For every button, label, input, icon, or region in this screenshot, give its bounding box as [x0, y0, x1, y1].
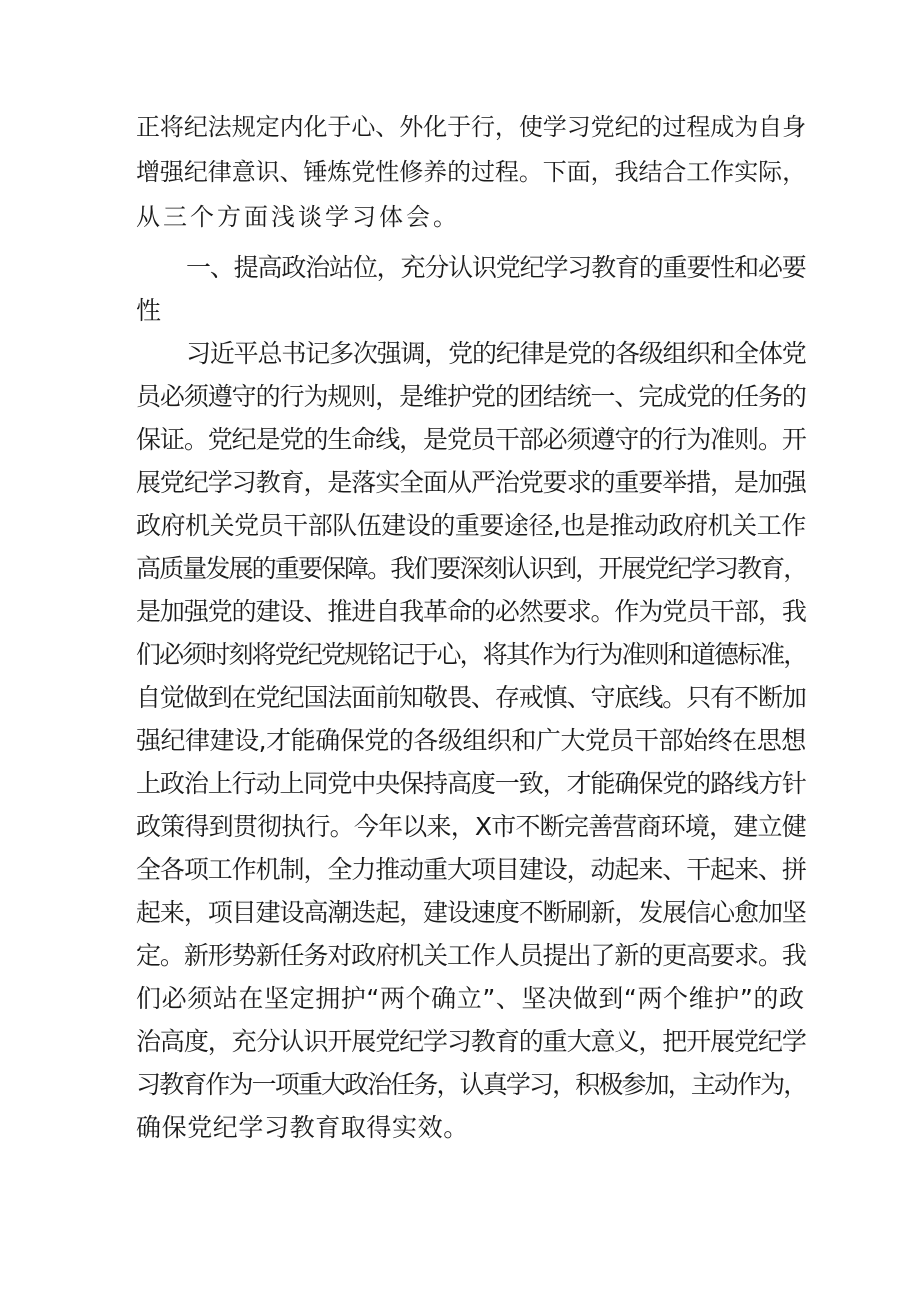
body-line: 政府机关党员干部队伍建设的重要途径,也是推动政府机关工作	[136, 511, 806, 540]
body-line: 政策得到贯彻执行。今年以来，X市不断完善营商环境，建立健	[136, 812, 806, 841]
section-heading: 性	[136, 296, 162, 325]
intro-line: 正将纪法规定内化于心、外化于行，使学习党纪的过程成为自身	[136, 113, 806, 141]
body-line: 强纪律建设,才能确保党的各级组织和广大党员干部始终在思想	[136, 726, 806, 755]
body-line: 全各项工作机制，全力推动重大项目建设，动起来、干起来、拼	[136, 855, 806, 884]
body-line: 们必须站在坚定拥护“两个确立”、坚决做到“两个维护”的政	[136, 984, 805, 1013]
body-line: 高质量发展的重要保障。我们要深刻认识到，开展党纪学习教育，	[136, 554, 807, 583]
body-line: 起来，项目建设高潮迭起，建设速度不断刷新，发展信心愈加坚	[136, 898, 806, 927]
body-line: 保证。党纪是党的生命线，是党员干部必须遵守的行为准则。开	[136, 425, 806, 454]
body-line: 定。新形势新任务对政府机关工作人员提出了新的更高要求。我	[136, 941, 806, 970]
body-line: 上政治上行动上同党中央保持高度一致，才能确保党的路线方针	[136, 769, 806, 798]
body-line: 习教育作为一项重大政治任务，认真学习，积极参加，主动作为，	[136, 1070, 807, 1099]
intro-line: 从三个方面浅谈学习体会。	[136, 203, 460, 231]
body-line: 自觉做到在党纪国法面前知敬畏、存戒慎、守底线。只有不断加	[136, 683, 806, 712]
section-heading: 一、提高政治站位，充分认识党纪学习教育的重要性和必要	[186, 253, 806, 282]
body-line: 们必须时刻将党纪党规铭记于心，将其作为行为准则和道德标准，	[136, 640, 807, 669]
body-line: 习近平总书记多次强调，党的纪律是党的各级组织和全体党	[186, 339, 806, 368]
body-line: 是加强党的建设、推进自我革命的必然要求。作为党员干部，我	[136, 597, 806, 626]
intro-line: 增强纪律意识、锤炼党性修养的过程。下面，我结合工作实际，	[136, 158, 806, 186]
body-line: 员必须遵守的行为规则，是维护党的团结统一、完成党的任务的	[136, 382, 806, 411]
body-line: 治高度，充分认识开展党纪学习教育的重大意义，把开展党纪学	[136, 1027, 806, 1056]
body-line: 展党纪学习教育，是落实全面从严治党要求的重要举措，是加强	[136, 468, 806, 497]
body-line: 确保党纪学习教育取得实效。	[136, 1113, 469, 1142]
